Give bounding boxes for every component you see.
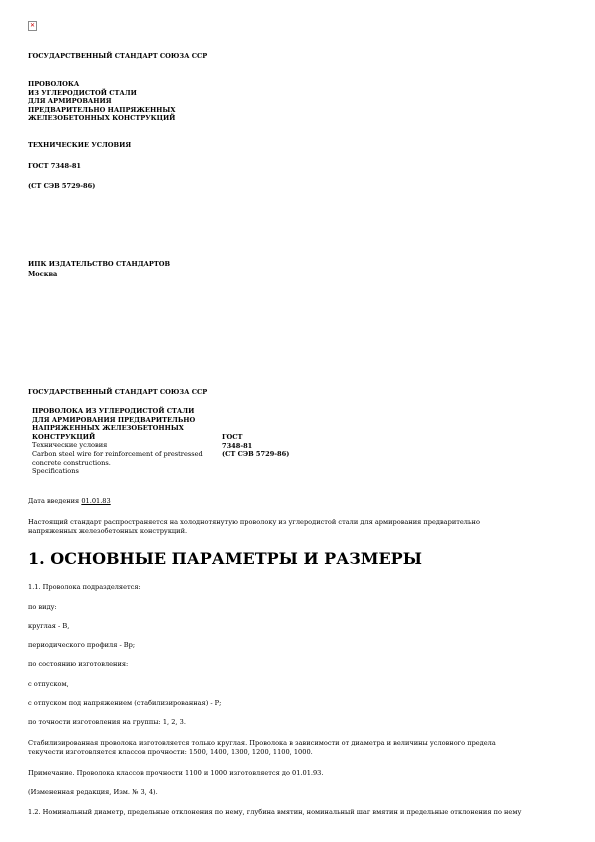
paragraph: по состоянию изготовления:	[28, 660, 129, 668]
note-paragraph: Примечание. Проволока классов прочности 1100 и 1000 изготовляется до 01.01.93.	[28, 769, 324, 777]
cover-st-sev: (СТ СЭВ 5729-86)	[28, 182, 96, 190]
header-gost-line: (СТ СЭВ 5729-86)	[222, 450, 290, 459]
header-org: ГОСУДАРСТВЕННЫЙ СТАНДАРТ СОЮЗА ССР	[28, 388, 208, 396]
cover-publisher: ИПК ИЗДАТЕЛЬСТВО СТАНДАРТОВ	[28, 260, 171, 268]
header-title-line: ДЛЯ АРМИРОВАНИЯ ПРЕДВАРИТЕЛЬНО	[32, 415, 196, 424]
section-title: 1. ОСНОВНЫЕ ПАРАМЕТРЫ И РАЗМЕРЫ	[28, 549, 422, 568]
broken-image-icon: ✕	[29, 22, 36, 29]
cover-city: Москва	[28, 270, 58, 278]
header-title-line: КОНСТРУКЦИЙ	[32, 432, 96, 441]
header-title-line: ПРОВОЛОКА ИЗ УГЛЕРОДИСТОЙ СТАЛИ	[32, 407, 195, 415]
header-en-title-line: concrete constructions.	[32, 458, 111, 467]
cover-title-line: ИЗ УГЛЕРОДИСТОЙ СТАЛИ	[28, 88, 137, 97]
header-ru-subtitle: Технические условия	[32, 441, 108, 450]
header-en-title-line: Specifications	[32, 467, 79, 476]
paragraph-1-2: 1.2. Номинальный диаметр, предельные отклонения по нему, глубина вмятин, номинальный шаг вмятин и предельные отклонения по нему	[28, 808, 522, 816]
effective-date-value: 01.01.83	[81, 497, 111, 505]
cover-title	[28, 80, 175, 123]
scope-line: напряженных железобетонных конструкций.	[28, 526, 188, 535]
cover-title-line: ПРЕДВАРИТЕЛЬНО НАПРЯЖЕННЫХ	[28, 105, 176, 114]
cover-title-line: ЖЕЛЕЗОБЕТОННЫХ КОНСТРУКЦИЙ	[28, 114, 176, 123]
paragraph: периодического профиля - Вр;	[28, 641, 136, 649]
header-title-block	[32, 407, 222, 476]
header-en-title-line: Carbon steel wire for reinforcement of prestressed	[32, 449, 203, 458]
cover-title-line: ПРОВОЛОКА	[28, 80, 80, 88]
paragraph: по точности изготовления на группы: 1, 2, 3.	[28, 718, 186, 726]
paragraph: с отпуском,	[28, 680, 69, 688]
paragraph: с отпуском под напряжением (стабилизированная) - Р;	[28, 699, 222, 707]
cover-org: ГОСУДАРСТВЕННЫЙ СТАНДАРТ СОЮЗА ССР	[28, 52, 208, 60]
scope-line: Настоящий стандарт распространяется на холоднотянутую проволоку из углеродистой стали для армирования предварительно	[28, 518, 480, 526]
effective-date-label: Дата введения	[28, 497, 80, 505]
amended-note: (Измененная редакция, Изм. № 3, 4).	[28, 788, 158, 796]
cover-title-line: ДЛЯ АРМИРОВАНИЯ	[28, 97, 112, 106]
paragraph: 1.1. Проволока подразделяется:	[28, 583, 141, 591]
stabilized-line: Стабилизированная проволока изготовляется только круглая. Проволока в зависимости от диаметра и величины условного предела	[28, 739, 496, 747]
header-gost-line: 7348-81	[222, 441, 253, 450]
header-gost-line: ГОСТ	[222, 433, 243, 441]
paragraph: круглая - В,	[28, 622, 70, 630]
header-title-line: НАПРЯЖЕННЫХ ЖЕЛЕЗОБЕТОННЫХ	[32, 424, 184, 433]
paragraph: по виду:	[28, 603, 57, 611]
stabilized-line: текучести изготовляется классов прочности: 1500, 1400, 1300, 1200, 1100, 1000.	[28, 747, 313, 756]
cover-gost: ГОСТ 7348-81	[28, 162, 82, 170]
stabilized-paragraph	[28, 739, 496, 756]
scope-paragraph	[28, 518, 480, 535]
effective-date	[28, 497, 111, 506]
header-gost-block	[222, 433, 289, 459]
cover-subtitle: ТЕХНИЧЕСКИЕ УСЛОВИЯ	[28, 141, 132, 149]
